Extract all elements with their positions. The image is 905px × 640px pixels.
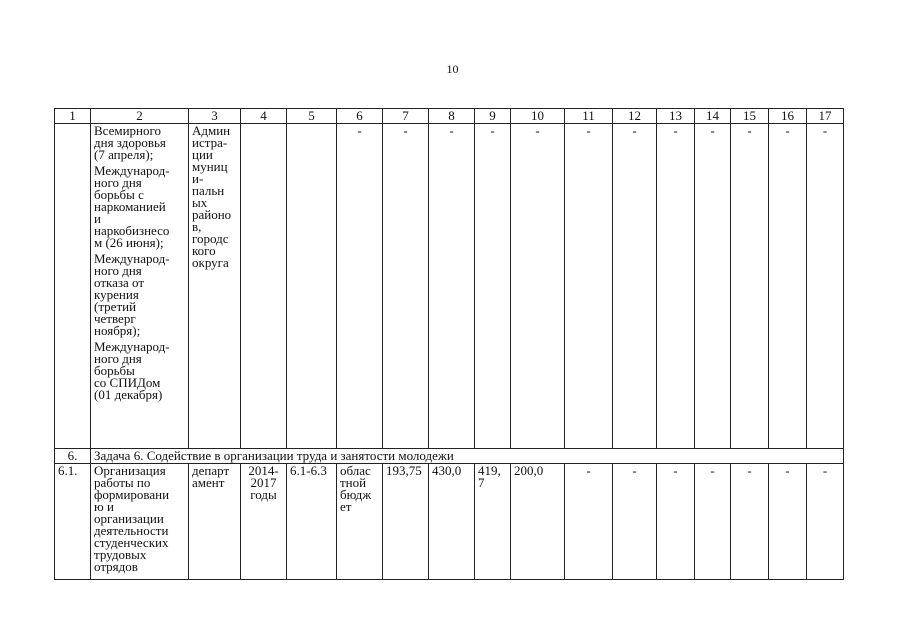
header-cell-5: 5	[287, 109, 337, 124]
row1-col8: -	[429, 124, 475, 449]
row1-col17: -	[807, 124, 844, 449]
task-number: 6.	[55, 449, 91, 464]
event-item: Международ- ного дня отказа от курения (третий четверг ноября);	[94, 251, 170, 338]
row3-number: 6.1.	[55, 464, 91, 580]
table-row	[55, 124, 844, 449]
row3-col11: -	[565, 464, 613, 580]
row3-col8: 430,0	[429, 464, 475, 580]
row1-col10: -	[511, 124, 565, 449]
row1-col11: -	[565, 124, 613, 449]
row1-col16: -	[769, 124, 807, 449]
table-row	[55, 464, 844, 580]
event-item: Всемирного дня здоровья (7 апреля);	[94, 123, 166, 162]
task-title: Задача 6. Содействие в организации труда и занятости молодежи	[91, 449, 844, 464]
header-cell-8: 8	[429, 109, 475, 124]
row1-events-cell	[91, 124, 189, 449]
row3-col13: -	[657, 464, 695, 580]
row1-col13: -	[657, 124, 695, 449]
row3-col16: -	[769, 464, 807, 580]
header-cell-1: 1	[55, 109, 91, 124]
row3-period: 2014- 2017 годы	[241, 464, 287, 580]
row1-col7: -	[383, 124, 429, 449]
header-cell-10: 10	[511, 109, 565, 124]
program-table	[54, 108, 844, 580]
row3-source: облас тной бюдж ет	[337, 464, 383, 580]
row1-period	[241, 124, 287, 449]
row3-col15: -	[731, 464, 769, 580]
row1-col9: -	[475, 124, 511, 449]
header-row	[55, 109, 844, 124]
header-cell-7: 7	[383, 109, 429, 124]
row3-indicator: 6.1-6.3	[287, 464, 337, 580]
header-cell-12: 12	[613, 109, 657, 124]
task-row	[55, 449, 844, 464]
row3-col7: 193,75	[383, 464, 429, 580]
header-cell-15: 15	[731, 109, 769, 124]
row1-indicator	[287, 124, 337, 449]
row1-col15: -	[731, 124, 769, 449]
header-cell-14: 14	[695, 109, 731, 124]
row3-col17: -	[807, 464, 844, 580]
row1-number	[55, 124, 91, 449]
row3-col10: 200,0	[511, 464, 565, 580]
row1-col12: -	[613, 124, 657, 449]
event-item: Международ- ного дня борьбы с наркоманией и наркобизнесо м (26 июня);	[94, 163, 170, 250]
header-cell-2: 2	[91, 109, 189, 124]
row1-executor: Админ истра- ции муниц и- пальн ых районо в, городс кого округа	[189, 124, 241, 449]
header-cell-3: 3	[189, 109, 241, 124]
row1-col14: -	[695, 124, 731, 449]
row3-activity: Организация работы по формировани ю и организации деятельности студенческих трудовых отрядов	[91, 464, 189, 580]
row3-col14: -	[695, 464, 731, 580]
header-cell-17: 17	[807, 109, 844, 124]
header-cell-6: 6	[337, 109, 383, 124]
header-cell-9: 9	[475, 109, 511, 124]
header-cell-13: 13	[657, 109, 695, 124]
row1-source: -	[337, 124, 383, 449]
header-cell-4: 4	[241, 109, 287, 124]
event-item: Международ- ного дня борьбы со СПИДом (01 декабря)	[94, 339, 170, 402]
page-number: 10	[446, 62, 459, 76]
row3-col12: -	[613, 464, 657, 580]
header-cell-11: 11	[565, 109, 613, 124]
header-cell-16: 16	[769, 109, 807, 124]
row3-executor: департ амент	[189, 464, 241, 580]
row3-col9: 419, 7	[475, 464, 511, 580]
